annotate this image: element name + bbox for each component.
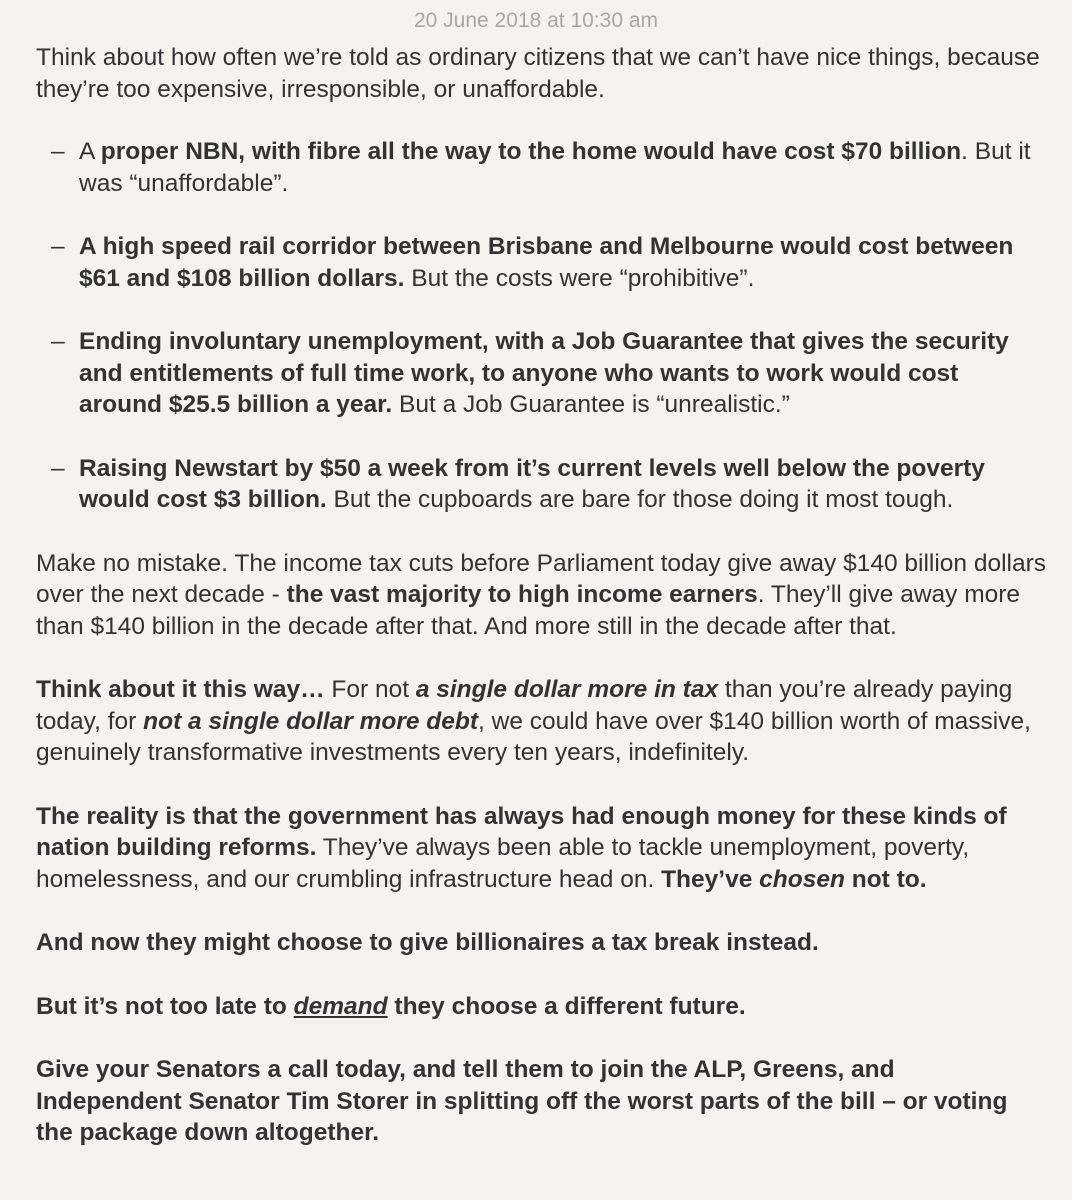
dash-bullet: – xyxy=(51,233,65,260)
text-run-bold: But it’s not too late to xyxy=(36,992,294,1020)
item-rest-text: . But it was “unaffordable”. xyxy=(79,138,1031,197)
spacer xyxy=(36,199,1046,231)
thinkway-paragraph xyxy=(36,674,1046,769)
text-run-bold-italic: not a single dollar more debt xyxy=(143,707,479,735)
demand-paragraph xyxy=(36,991,1046,1023)
mistake-paragraph xyxy=(36,548,1046,643)
text-run: For not xyxy=(324,676,416,703)
text-run-bold: The reality is that the government has always had enough money for these kinds of nation building reforms. xyxy=(36,802,1007,861)
text-run-underlined: demand xyxy=(293,992,388,1020)
note-body[interactable] xyxy=(36,0,1046,1149)
intro-paragraph: Think about how often we’re told as ordinary citizens that we can’t have nice things, because they’re too expensive, irresponsible, or unaffordable. xyxy=(36,44,1040,103)
text-run: than you’re already paying today, for xyxy=(36,676,1013,735)
spacer xyxy=(36,959,1046,991)
dash-bullet: – xyxy=(51,454,65,482)
item-rest-text: But the cupboards are bare for those doing it most tough. xyxy=(326,486,954,513)
cost-list xyxy=(36,136,1046,516)
spacer xyxy=(36,769,1046,801)
item-bold-text: Ending involuntary unemployment, with a Job Guarantee that gives the security and entitlements of full time work, to anyone who wants to work would cost around $25.5 billion a year. xyxy=(79,328,1009,418)
dash-bullet: – xyxy=(51,138,65,165)
note-timestamp: 20 June 2018 at 10:30 am xyxy=(413,9,659,32)
text-run: They’ve always been able to tackle unemployment, poverty, homelessness, and our crumbling infrastructure head on. xyxy=(36,834,970,893)
list-item xyxy=(36,231,1046,294)
list-item xyxy=(36,136,1046,199)
spacer xyxy=(36,1022,1046,1054)
list-item xyxy=(36,326,1046,421)
list-item xyxy=(36,453,1046,516)
text-run-bold: Think about it this way… xyxy=(36,676,325,703)
text-run: , we could have over $140 billion worth of massive, genuinely transformative investments every ten years, indefinitely. xyxy=(36,707,1031,766)
billionaires-paragraph: And now they might choose to give billionaires a tax break instead. xyxy=(36,929,819,956)
item-rest-text: But the costs were “prohibitive”. xyxy=(404,264,755,292)
text-run-bold: the vast majority to high income earners xyxy=(286,581,758,608)
spacer xyxy=(36,895,1046,927)
item-rest-text: But a Job Guarantee is “unrealistic.” xyxy=(392,391,790,418)
text-run-bold: they choose a different future. xyxy=(387,992,746,1020)
item-bold-text: Raising Newstart by $50 a week from it’s current levels well below the poverty would cost $3 billion. xyxy=(79,454,985,513)
text-run: Make no mistake. The income tax cuts before Parliament today give away $140 billion dollars over the next decade - xyxy=(36,549,1047,608)
item-bold-text: A high speed rail corridor between Brisbane and Melbourne would cost between $61 and $108 billion dollars. xyxy=(79,233,1014,292)
spacer xyxy=(36,421,1046,453)
spacer xyxy=(36,642,1046,674)
dash-bullet: – xyxy=(51,328,65,355)
text-run-bold: They’ve xyxy=(661,865,760,893)
spacer xyxy=(36,294,1046,326)
text-run-bold-italic: a single dollar more in tax xyxy=(415,676,719,703)
spacer xyxy=(36,516,1046,548)
reality-paragraph xyxy=(36,801,1046,896)
spacer xyxy=(36,105,1046,136)
item-prefix: A xyxy=(79,138,101,165)
text-run: . They’ll give away more than $140 billion in the decade after that. And more still in the decade after that. xyxy=(36,581,1021,640)
text-run-bold-italic: chosen xyxy=(759,865,845,893)
call-paragraph: Give your Senators a call today, and tell them to join the ALP, Greens, and Independent Senator Tim Storer in splitting off the worst parts of the bill – or voting the package down altogether. xyxy=(36,1056,1008,1146)
text-run-bold: not to. xyxy=(844,865,927,893)
item-bold-text: proper NBN, with fibre all the way to the home would have cost $70 billion xyxy=(100,138,962,165)
